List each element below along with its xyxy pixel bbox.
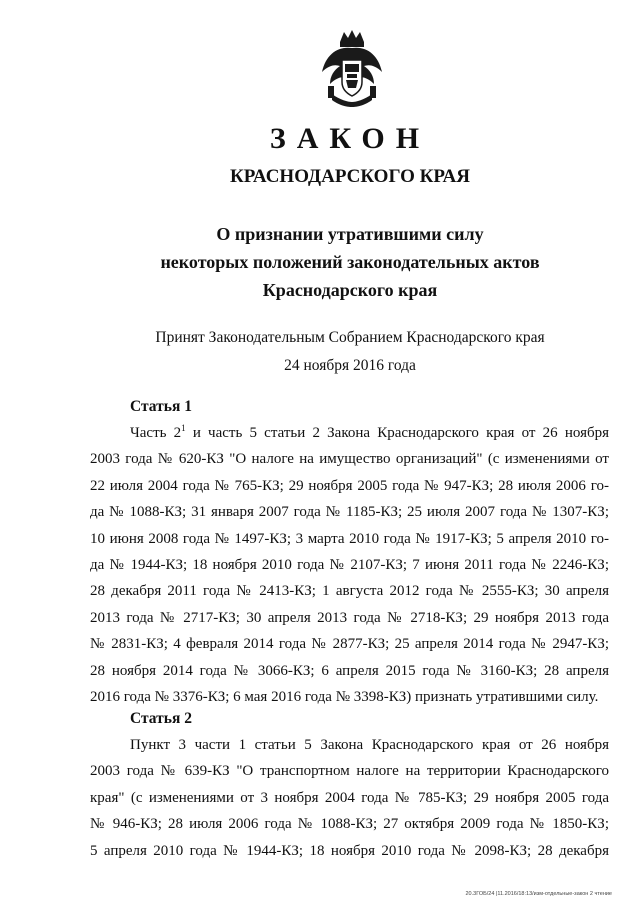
article-2-text [90,732,609,864]
article-1-line: да № 1944-КЗ; 18 ноября 2010 года № 2107-КЗ; 7 июня 2011 года № 2246-КЗ; [90,556,609,573]
document-title: ЗАКОН [269,122,431,155]
article-1-line: 2016 года № 3376-КЗ; 6 мая 2016 года № 3398-КЗ) признать утратившими силу. [90,688,599,705]
article-1-line: да № 1088-КЗ; 31 января 2007 года № 1185-КЗ; 25 июля 2007 года № 1307-КЗ; [90,504,609,521]
article-2-line: 2003 года № 639-КЗ "О транспортном налоге на территории Краснодарского [90,763,609,780]
article-1-line: 10 июня 2008 года № 1497-КЗ; 3 марта 2010 года № 1917-КЗ; 5 апреля 2010 го- [90,530,609,547]
adoption-body: Принят Законодательным Собранием Краснодарского края [155,329,545,346]
article-1-line: 28 декабря 2011 года № 2413-КЗ; 1 августа 2012 года № 2555-КЗ; 30 апреля [90,583,609,600]
heading-line: О признании утратившими силу [216,224,484,244]
document-footer: 20.3ГОБ/24 |11.2016/18:13/изм-отдельные-закон 2 чтение [465,891,612,897]
law-heading [0,220,640,304]
article-1-line: 2003 года № 620-КЗ "О налоге на имущество организаций" (с изменениями от [90,451,609,468]
article-1-line: 28 ноября 2014 года № 3066-КЗ; 6 апреля 2015 года № 3160-КЗ; 28 апреля [90,662,609,679]
document-subtitle: КРАСНОДАРСКОГО КРАЯ [229,166,471,187]
article-2-line: № 946-КЗ; 28 июля 2006 года № 1088-КЗ; 27 октября 2009 года № 1850-КЗ; [90,816,609,833]
article-1-line: 2013 года № 2717-КЗ; 30 апреля 2013 года № 2718-КЗ; 29 ноября 2013 года [90,609,609,626]
heading-line: Краснодарского края [262,280,438,300]
article-1-title: Статья 1 [130,398,192,415]
text-fragment: и часть 5 статьи 2 Закона Краснодарского края от 26 ноября [185,425,610,441]
article-2-title: Статья 2 [130,710,192,727]
article-2-line: края" (с изменениями от 3 ноября 2004 года № 785-КЗ; 29 ноября 2005 года [90,789,609,806]
text-fragment: Часть 2 [130,425,182,441]
article-1-line [90,420,609,446]
adoption-info [0,324,640,380]
article-1-line: 22 июля 2004 года № 765-КЗ; 29 ноября 2005 года № 947-КЗ; 28 июля 2006 го- [90,477,609,494]
article-2-line: 5 апреля 2010 года № 1944-КЗ; 18 ноября 2010 года № 2098-КЗ; 28 декабря [90,842,609,859]
article-1-line: № 2831-КЗ; 4 февраля 2014 года № 2877-КЗ; 25 апреля 2014 года № 2947-КЗ; [90,636,609,653]
article-2-line: Пункт 3 части 1 статьи 5 Закона Краснодарского края от 26 ноября [130,737,609,753]
article-1-text [90,420,609,710]
heading-line: некоторых положений законодательных актов [160,252,540,272]
adoption-date: 24 ноября 2016 года [284,357,416,374]
coat-of-arms-icon [318,28,386,108]
superscript: 1 [181,423,186,433]
